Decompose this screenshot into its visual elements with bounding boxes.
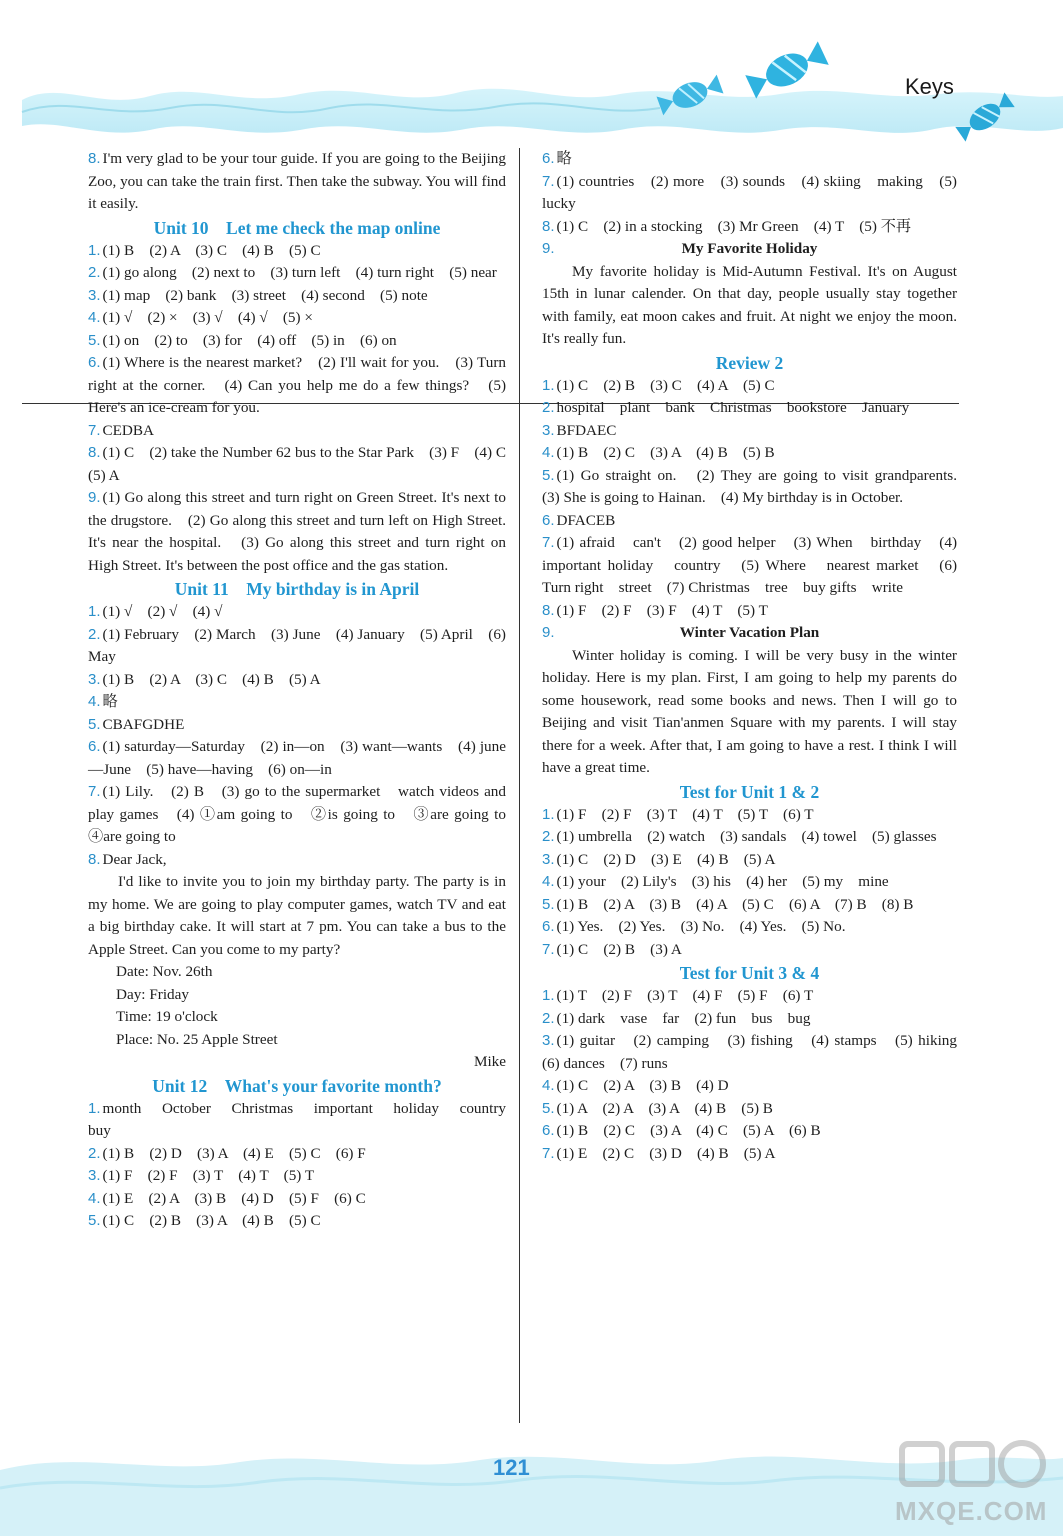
question-number: 1. [542,376,555,394]
answer-item [88,1210,506,1233]
answer-item [88,669,506,692]
question-number: 6. [542,1122,555,1139]
answer-item [88,240,506,263]
answer-text: (1) Lily. (2) B (3) go to the supermarket watch videos and play games (4) ①am going to ②is going to ③are going to ④are going to [88,783,522,845]
question-number: 1. [88,241,101,259]
question-number: 2. [542,1009,555,1027]
answer-text: (1) go along (2) next to (3) turn left (4) turn right (5) near [102,264,497,281]
essay-paragraph: I'd like to invite you to join my birthday party. The party is in my home. We are going to play computer games, watch TV and eat a big birthday cake. It will start at 7 pm. You can take a bus to the Apple Street. Can you come to my party? [88,873,506,958]
answer-text: (1) F (2) F (3) T (4) T (5) T [102,1167,315,1184]
answer-item [542,397,957,420]
question-number: 6. [542,511,555,529]
answer-text: Dear Jack, [102,850,167,868]
answer-text: (1) C (2) B (3) C (4) A (5) C [556,376,775,394]
question-number: 3. [542,421,555,439]
answer-text: (1) C (2) take the Number 62 bus to the Star Park (3) F (4) C (5) A [88,444,522,484]
answer-text: hospital plant bank Christmas bookstore January [556,399,910,416]
section-heading: Unit 11 My birthday is in April [174,579,420,599]
answer-text: (1) countries (2) more (3) sounds (4) skiing making (5) lucky [542,172,957,212]
answer-item [542,1075,957,1098]
answer-text: (1) map (2) bank (3) street (4) second (5) note [102,286,428,304]
question-number: 3. [88,1167,101,1184]
answer-item [542,622,957,645]
question-number: 4. [88,693,101,710]
answer-text: (1) guitar (2) camping (3) fishing (4) stamps (5) hiking (6) dances (7) runs [542,1032,973,1072]
answer-item [88,714,506,737]
question-number: 4. [88,1189,101,1207]
answer-text: (1) C (2) in a stocking (3) Mr Green (4) T (5) 不再 [556,217,912,235]
page-number: 121 [493,1455,530,1480]
question-number: 7. [88,783,101,800]
question-number: 7. [542,1144,555,1162]
answer-item [88,1188,506,1211]
question-number: 5. [542,895,555,913]
question-number: 4. [542,1077,555,1094]
question-number: 4. [88,309,101,326]
answer-text: CEDBA [102,421,154,439]
question-number: 6. [542,150,555,167]
answer-text: 略 [102,693,118,710]
answer-item [88,781,522,849]
answer-item [88,736,506,781]
answer-item [542,849,957,872]
question-number: 4. [542,873,555,890]
answer-text: (1) T (2) F (3) T (4) F (5) F (6) T [556,987,814,1004]
question-number: 2. [88,1144,101,1162]
essay-title: Winter Vacation Plan [679,624,820,641]
answer-text: (1) B (2) A (3) C (4) B (5) A [102,670,321,688]
answer-item [88,487,506,577]
answer-item [542,1008,957,1031]
answer-item [88,1143,506,1166]
answer-item [88,691,506,714]
question-number: 1. [88,603,101,620]
question-number: 6. [542,918,555,935]
answer-text: (1) Go straight on. (2) They are going to visit grandparents. (3) She is going to Hainan. (4) My birthday is in October. [542,466,973,506]
question-number: 9. [542,624,555,641]
answer-item [88,307,506,330]
answer-text: (1) afraid can't (2) good helper (3) When birthday (4) important holiday country (5) Where nearest market (6) Turn right street (7) Christmas tree buy gifts write [542,534,957,596]
question-number: 8. [88,444,101,461]
section-heading: Test for Unit 3 & 4 [679,963,820,983]
answer-text: (1) B (2) C (3) A (4) B (5) B [556,444,775,461]
answer-item [88,352,506,420]
answer-text: (1) B (2) D (3) A (4) E (5) C (6) F [102,1144,366,1162]
answer-text: (1) C (2) B (3) A [556,940,682,958]
answer-item [88,601,506,624]
answer-item [542,420,957,443]
answer-item [88,1098,522,1143]
essay-paragraph: My favorite holiday is Mid-Autumn Festival. It's on August 15th in lunar calender. On that day, people usually stay together with family, eat moon cakes and fruit. At night we enjoy the moon. It's really fun. [542,262,957,347]
essay-title: My Favorite Holiday [681,240,818,257]
question-number: 5. [542,466,555,484]
answer-text: (1) Where is the nearest market? (2) I'll wait for you. (3) Turn right at the corner. (4) Can you help me do a few things? (5) Here's an ice-cream for you. [88,354,506,416]
answer-item [88,285,506,308]
question-number: 6. [88,738,101,755]
answer-text: (1) A (2) A (3) A (4) B (5) B [556,1099,773,1117]
question-number: 5. [88,331,101,349]
answer-item [88,420,506,443]
answer-text: 略 [556,150,572,167]
answer-text: (1) C (2) B (3) A (4) B (5) C [102,1212,321,1229]
section-heading: Review 2 [715,352,784,373]
answer-text: (1) √ (2) √ (4) √ [102,603,223,620]
answer-text: (1) B (2) C (3) A (4) C (5) A (6) B [556,1122,821,1139]
answer-item [542,216,957,239]
answer-text: (1) saturday—Saturday (2) in—on (3) want—wants (4) june—June (5) have—having (6) on—in [88,738,506,778]
answer-text: (1) C (2) A (3) B (4) D [556,1077,729,1094]
question-number: 8. [88,850,101,868]
answer-text: (1) Yes. (2) Yes. (3) No. (4) Yes. (5) No. [556,918,846,935]
question-number: 3. [88,286,101,304]
answer-item [542,804,957,827]
answer-item [542,238,957,261]
answer-item [542,171,957,216]
answer-item [542,985,957,1008]
answer-item [542,939,957,962]
answer-item [542,871,957,894]
question-number: 1. [542,987,555,1004]
question-number: 3. [88,670,101,688]
section-heading: Unit 12 What's your favorite month? [152,1075,442,1096]
answer-text: BFDAEC [556,421,617,439]
question-number: 8. [542,601,555,619]
letter-signature: Mike [473,1053,506,1070]
question-number: 8. [88,150,101,167]
right-column [542,148,973,1165]
answer-item [542,442,957,465]
section-heading: Test for Unit 1 & 2 [679,781,820,802]
answer-text: CBAFGDHE [102,715,185,733]
answer-text: I'm very glad to be your tour guide. If you are going to the Beijing Zoo, you can take the train first. Then take the subway. You will find it easily. [88,150,506,212]
answer-item [542,375,957,398]
question-number: 8. [542,217,555,235]
answer-item [88,442,522,487]
answer-item [542,1030,973,1075]
left-column [88,148,522,1233]
question-number: 2. [88,625,101,643]
answer-item [542,826,957,849]
letter-line: Day: Friday [116,985,189,1003]
answer-item [88,624,506,669]
answer-text: (1) on (2) to (3) for (4) off (5) in (6) on [102,331,397,349]
letter-line: Place: No. 25 Apple Street [116,1030,278,1048]
answer-item [88,1165,506,1188]
question-number: 1. [542,805,555,823]
answer-item [542,532,957,600]
answer-item [542,600,957,623]
question-number: 5. [88,1212,101,1229]
question-number: 7. [542,940,555,958]
question-number: 5. [88,715,101,733]
answer-item [542,894,957,917]
answer-text: (1) F (2) F (3) T (4) T (5) T (6) T [556,805,814,823]
answer-text: (1) dark vase far (2) fun bus bug [556,1009,811,1027]
question-number: 7. [542,534,555,551]
question-number: 3. [542,1032,555,1049]
answer-text: (1) Go along this street and turn right on Green Street. It's next to the drugstore. (2) Go along this street and turn left on High Street. It's near the hospital. (3) Go along this street and turn right on High Street. It's between the post office and the gas station. [88,489,506,574]
answer-item [88,262,506,285]
question-number: 4. [542,444,555,461]
answer-text: month October Christmas important holiday country buy [88,1099,522,1139]
column-divider [519,148,520,1423]
answer-text: (1) umbrella (2) watch (3) sandals (4) towel (5) glasses [556,828,937,845]
question-number: 5. [542,1099,555,1117]
answer-item [542,1120,957,1143]
header-wave-banner [0,0,1063,150]
question-number: 2. [542,828,555,845]
question-number: 7. [88,421,101,439]
answer-text: (1) F (2) F (3) F (4) T (5) T [556,601,768,619]
letter-line: Time: 19 o'clock [116,1008,218,1025]
watermark-url: MXQE.COM [895,1496,1048,1526]
answer-item [88,148,506,216]
question-number: 7. [542,172,555,190]
question-number: 9. [542,240,555,257]
question-number: 6. [88,354,101,371]
question-number: 9. [88,489,101,506]
letter-line: Date: Nov. 26th [116,963,213,980]
answer-text: (1) √ (2) × (3) √ (4) √ (5) × [102,309,313,326]
answer-item [88,330,506,353]
answer-text: (1) your (2) Lily's (3) his (4) her (5) my mine [556,873,889,890]
answer-text: DFACEB [556,511,616,529]
answer-item [542,1143,957,1166]
answer-item [542,148,957,171]
answer-text: (1) E (2) A (3) B (4) D (5) F (6) C [102,1189,366,1207]
question-number: 1. [88,1099,101,1117]
answer-item [542,1098,957,1121]
header-title: Keys [905,74,954,99]
answer-item [88,849,506,872]
answer-item [542,465,973,510]
answer-text: (1) February (2) March (3) June (4) January (5) April (6) May [88,625,506,665]
answer-text: (1) E (2) C (3) D (4) B (5) A [556,1144,776,1162]
question-number: 2. [542,399,555,416]
answer-text: (1) C (2) D (3) E (4) B (5) A [556,850,776,868]
question-number: 2. [88,264,101,281]
essay-paragraph: Winter holiday is coming. I will be very busy in the winter holiday. Here is my plan. First, I am going to help my parents do some housework, read some books and news. Then I will go to Beijing and visit Tian'anmen Square with my parents. I will stay there for a week. After that, I am going to have a rest. I think I will have a great time. [542,646,957,776]
answer-text: (1) B (2) A (3) C (4) B (5) C [102,241,321,259]
question-number: 3. [542,850,555,868]
answer-item [542,510,957,533]
section-heading: Unit 10 Let me check the map online [153,217,441,238]
answer-item [542,916,957,939]
answer-text: (1) B (2) A (3) B (4) A (5) C (6) A (7) B (8) B [556,895,914,913]
